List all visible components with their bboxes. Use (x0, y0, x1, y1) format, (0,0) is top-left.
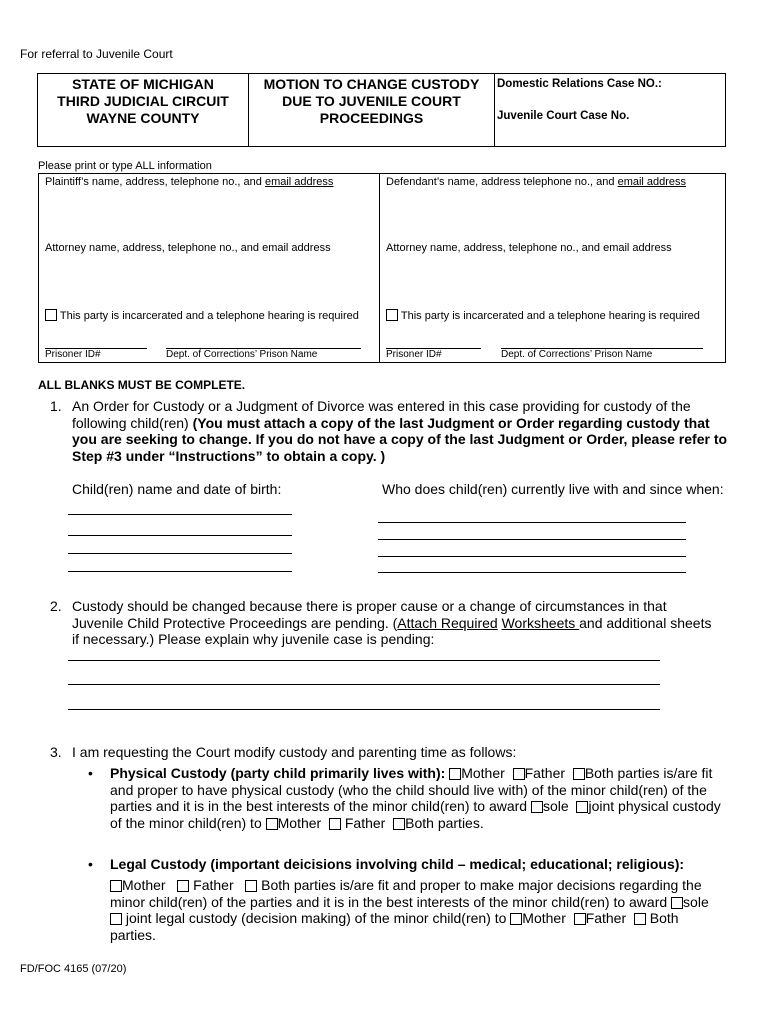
physical-heading: Physical Custody (party child primarily lives with): (110, 765, 446, 781)
lives-with-line-4[interactable] (378, 572, 686, 573)
physical-text-b: physical custody of the minor child(ren) to (110, 798, 721, 831)
form-title-line1: MOTION TO CHANGE CUSTODY (263, 76, 480, 92)
physical-award-both-checkbox[interactable] (393, 818, 405, 830)
item1-text-main: An Order for Custody or a Judgment of Divorce was entered in this case providing for custody of the following child(ren) (72, 398, 691, 431)
defendant-prison-name-label: Dept. of Corrections’ Prison Name (501, 349, 653, 360)
item2-text-a: Custody should be changed because there is proper cause or a change of circumstances in that Juvenile Child Protective Proceedings are pending. ( (72, 598, 667, 631)
parties-box (38, 173, 726, 363)
explain-line-3[interactable] (68, 709, 660, 710)
jc-case-no-label: Juvenile Court Case No. (497, 110, 630, 122)
legal-award-mother-checkbox[interactable] (510, 913, 522, 925)
physical-award-both-label: Both parties. (405, 814, 484, 831)
item1-text (72, 398, 732, 464)
item2-text-b: and additional sheets if necessary.) Please explain why juvenile case is pending: (72, 614, 712, 647)
child-line-1[interactable] (68, 514, 292, 515)
physical-mother-label: Mother (461, 765, 505, 781)
parties-divider (379, 174, 380, 362)
legal-mother-checkbox[interactable] (110, 880, 122, 892)
physical-sole-label: sole (542, 798, 569, 814)
item2-number: 2. (50, 598, 62, 614)
legal-mother-label: Mother (122, 877, 166, 893)
legal-award-father-checkbox[interactable] (574, 913, 586, 925)
plaintiff-incarcerated (45, 309, 359, 322)
court-name (38, 74, 249, 146)
legal-custody (110, 877, 724, 943)
child-line-4[interactable] (68, 571, 292, 572)
plaintiff-prison-name-label: Dept. of Corrections’ Prison Name (166, 349, 318, 360)
legal-award-both-label: Both (649, 910, 679, 926)
defendant-incarcerated (386, 309, 700, 322)
physical-both-checkbox[interactable] (573, 768, 585, 780)
legal-both-checkbox[interactable] (245, 880, 257, 892)
legal-joint-checkbox[interactable] (110, 913, 122, 925)
caption-box (37, 73, 726, 147)
children-label: Child(ren) name and date of birth: (72, 481, 282, 497)
court-county: WAYNE COUNTY (86, 110, 200, 126)
legal-joint-label: joint (125, 910, 152, 926)
case-numbers (495, 74, 725, 146)
defendant-prisoner-id-label: Prisoner ID# (386, 349, 442, 360)
defendant-label-text: Defendant’s name, address telephone no., and (386, 176, 618, 188)
lives-with-line-3[interactable] (378, 556, 686, 557)
legal-award-father-label: Father (585, 910, 627, 926)
item3-intro: I am requesting the Court modify custody and parenting time as follows: (72, 744, 517, 760)
all-blanks-notice: ALL BLANKS MUST BE COMPLETE. (38, 378, 246, 392)
plaintiff-prisoner-id-label: Prisoner ID# (45, 349, 101, 360)
physical-award-father-checkbox[interactable] (329, 818, 341, 830)
legal-sole-label: sole (683, 893, 709, 910)
legal-sole-checkbox[interactable] (671, 897, 683, 909)
explain-line-1[interactable] (68, 660, 660, 661)
referral-note: For referral to Juvenile Court (20, 47, 173, 61)
physical-award-father-label: Father (344, 814, 386, 831)
physical-text-a: is/are fit and proper to have physical custody (who the child should live with) of the minor child(ren) of the parties and it is in the best interests of the minor child(ren) to award (110, 765, 713, 814)
legal-father-checkbox[interactable] (177, 880, 189, 892)
form-title-line2: DUE TO JUVENILE COURT (282, 93, 461, 109)
form-number: FD/FOC 4165 (07/20) (20, 963, 127, 975)
plaintiff-incarcerated-checkbox[interactable] (45, 309, 57, 321)
lives-with-line-2[interactable] (378, 539, 686, 540)
physical-award-mother-label: Mother (277, 814, 322, 831)
physical-custody (110, 765, 724, 831)
plaintiff-email-link[interactable]: email address (264, 176, 334, 188)
physical-joint-label: joint (588, 798, 615, 814)
plaintiff-incarcerated-label: This party is incarcerated and a telephone hearing is required (59, 310, 359, 322)
legal-parties-label: parties. (110, 926, 156, 943)
defendant-email-link[interactable]: email address (617, 176, 687, 188)
physical-father-label: Father (524, 765, 566, 781)
worksheets-link[interactable]: Worksheets (501, 614, 580, 631)
legal-text-b: legal custody (decision making) of the minor child(ren) to (151, 910, 511, 926)
form-title (249, 74, 495, 146)
legal-father-label: Father (193, 877, 234, 893)
print-instruction: Please print or type ALL information (38, 160, 212, 172)
child-line-3[interactable] (68, 553, 292, 554)
legal-heading: Legal Custody (important deicisions involving child – medical; educational; religious): (110, 856, 685, 872)
physical-award-mother-checkbox[interactable] (266, 818, 278, 830)
plaintiff-attorney-label: Attorney name, address, telephone no., and email address (45, 242, 331, 254)
defendant-attorney-label: Attorney name, address, telephone no., and email address (386, 242, 672, 254)
dr-case-no-label: Domestic Relations Case NO.: (497, 78, 662, 90)
legal-bullet: • (88, 856, 93, 872)
legal-text-a: is/are fit and proper to make major decisions regarding the minor child(ren) of the parties and it is in the best interests of the minor child(ren) to award (110, 877, 702, 910)
legal-both-label: Both parties (261, 877, 336, 893)
child-line-2[interactable] (68, 535, 292, 536)
court-state: STATE OF MICHIGAN (72, 76, 214, 92)
physical-joint-checkbox[interactable] (576, 801, 588, 813)
explain-line-2[interactable] (68, 684, 660, 685)
plaintiff-label (45, 176, 333, 188)
item1-number: 1. (50, 398, 62, 414)
item2-text (72, 598, 720, 648)
court-circuit: THIRD JUDICIAL CIRCUIT (57, 93, 229, 109)
physical-father-checkbox[interactable] (513, 768, 525, 780)
item1-text-bold: (You must attach a copy of the last Judgment or Order regarding custody that you are seeking to change. If you do not have a copy of the last Judgment or Order, please refer to Step #3 under “Instructions” to obtain a copy. ) (72, 414, 728, 464)
physical-sole-checkbox[interactable] (531, 801, 543, 813)
physical-both-label: Both parties (584, 765, 660, 781)
legal-award-mother-label: Mother (522, 910, 566, 926)
defendant-incarcerated-label: This party is incarcerated and a telephone hearing is required (400, 310, 700, 322)
attach-required-link[interactable]: Attach Required (397, 614, 498, 631)
lives-with-line-1[interactable] (378, 522, 686, 523)
legal-award-both-checkbox[interactable] (634, 913, 646, 925)
defendant-incarcerated-checkbox[interactable] (386, 309, 398, 321)
physical-mother-checkbox[interactable] (449, 768, 461, 780)
lives-with-label: Who does child(ren) currently live with and since when: (382, 481, 724, 497)
defendant-label (386, 176, 686, 188)
item3-number: 3. (50, 744, 62, 760)
form-title-line3: PROCEEDINGS (319, 110, 424, 126)
plaintiff-label-text: Plaintiff’s name, address, telephone no., and (45, 176, 265, 188)
physical-bullet: • (88, 765, 93, 781)
